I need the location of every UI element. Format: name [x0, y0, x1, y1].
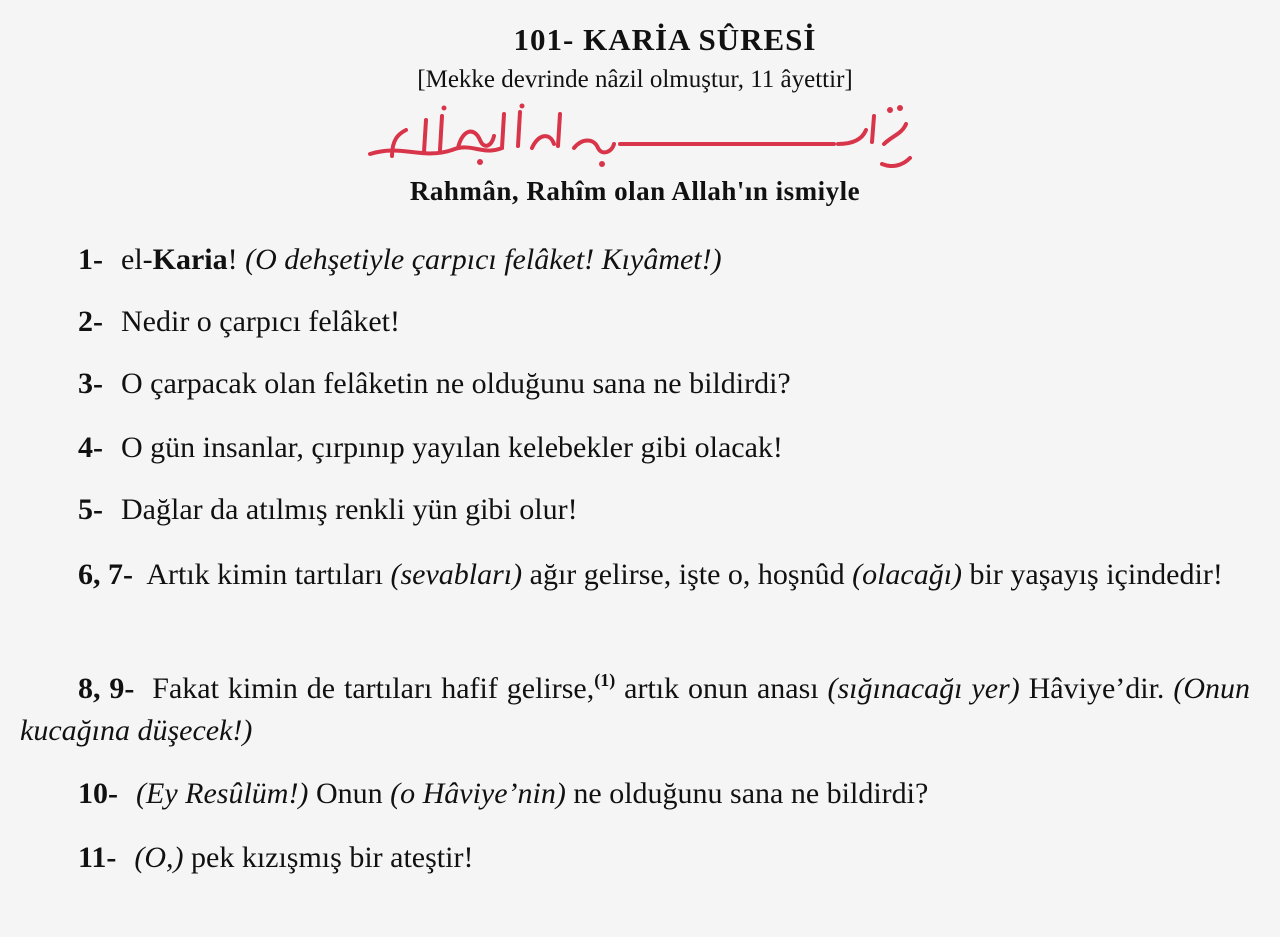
verse-text: ağır gelirse, işte o, hoşnûd: [522, 558, 853, 591]
verse-number: 10-: [78, 777, 118, 810]
verse-explanation: (o Hâviye’nin): [390, 777, 566, 810]
verse-number: 9-: [109, 672, 135, 705]
verse-1: [78, 240, 722, 280]
verse-3: [78, 364, 791, 404]
verse-text: O gün insanlar, çırpınıp yayılan kelebekler gibi olacak!: [121, 431, 783, 464]
basmala-calligraphy: [362, 100, 922, 178]
verse-number: 8,: [78, 672, 110, 705]
verse-explanation: (olacağı): [852, 558, 963, 591]
basmala-translation: Rahmân, Rahîm olan Allah'ın ismiyle: [409, 176, 861, 206]
verse-text: ne olduğunu sana ne bildirdi?: [565, 777, 929, 810]
verse-explanation: (Onun kucağına düşecek!): [20, 672, 1251, 747]
verse-explanation: (sığınacağı yer): [827, 672, 1020, 705]
verse-2: [78, 302, 400, 342]
verse-5: [78, 490, 578, 530]
verse-number: 7-: [108, 558, 133, 591]
verse-number: 5-: [78, 493, 103, 526]
verse-explanation: (Ey Resûlüm!): [136, 777, 309, 810]
verse-number: 6,: [78, 558, 108, 591]
verse-bold-word: Karia: [152, 243, 228, 276]
verse-text: Fakat kimin de tartıları hafif gelirse,: [152, 672, 595, 705]
verse-explanation: (O dehşetiyle çarpıcı felâket! Kıyâmet!): [245, 243, 722, 276]
verse-text: el-: [121, 243, 153, 276]
verse-number: 11-: [78, 841, 117, 874]
footnote-marker: (1): [594, 670, 616, 690]
verse-number: 2-: [78, 305, 103, 338]
verse-text: !: [227, 243, 246, 276]
sura-title: 101- KARİA SÛRESİ: [513, 22, 817, 57]
sura-subtitle: [Mekke devrinde nâzil olmuştur, 11 âyettir]: [417, 66, 853, 93]
verse-text: artık onun anası: [615, 672, 828, 705]
verse-text: Hâviye’dir.: [1019, 672, 1174, 705]
verse-number: 4-: [78, 431, 103, 464]
verse-number: 3-: [78, 367, 103, 400]
verse-11: [78, 838, 473, 878]
verse-text: Nedir o çarpıcı felâket!: [121, 305, 401, 338]
verse-4: [78, 428, 783, 468]
verse-number: 1-: [78, 243, 103, 276]
verse-text: bir yaşayış içindedir!: [962, 558, 1223, 591]
verse-explanation: (sevabları): [390, 558, 523, 591]
verse-6-7: [20, 554, 1250, 596]
verse-text: Onun: [308, 777, 391, 810]
verse-text: O çarpacak olan felâketin ne olduğunu sana ne bildirdi?: [121, 367, 791, 400]
verse-explanation: (O,): [134, 841, 184, 874]
verse-text: Dağlar da atılmış renkli yün gibi olur!: [121, 493, 578, 526]
verse-8-9: [20, 668, 1250, 752]
verse-text: Artık kimin tartıları: [146, 558, 391, 591]
verse-10: [78, 774, 928, 814]
verse-text: pek kızışmış bir ateştir!: [183, 841, 474, 874]
